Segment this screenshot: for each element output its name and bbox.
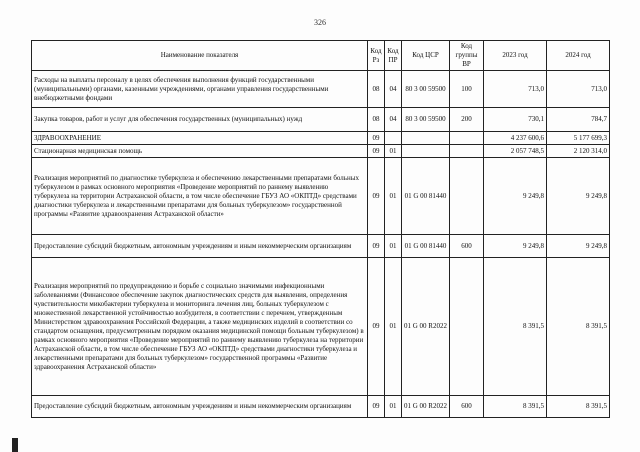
row-2024: 2 120 314,0 (547, 145, 610, 158)
row-rz: 09 (368, 235, 385, 258)
row-csr: 01 G 00 R2022 (402, 396, 450, 418)
row-vr (450, 158, 484, 235)
header-rz: Код Рз (368, 41, 385, 71)
row-pr: 04 (385, 108, 402, 132)
row-rz: 08 (368, 71, 385, 108)
row-pr: 01 (385, 396, 402, 418)
row-pr: 01 (385, 258, 402, 396)
row-pr: 01 (385, 235, 402, 258)
row-rz: 09 (368, 396, 385, 418)
row-rz: 09 (368, 258, 385, 396)
row-2023: 4 237 600,6 (484, 132, 547, 145)
row-2023: 730,1 (484, 108, 547, 132)
row-name: Реализация мероприятий по диагностике туберкулеза и обеспечению лекарственными препаратами больных туберкулезом в рамках основного мероприятия «Проведение мероприятий по раннему выявлению туберкулеза на территории Астраханской области, в том числе обеспечение ГБУЗ АО «ОКПТД» средствами диагностики туберкулеза и лекарственными препаратами для больных туберкулезом» государственной программы «Развитие здравоохранения Астраханской области» (32, 158, 368, 235)
row-rz: 08 (368, 108, 385, 132)
row-vr: 600 (450, 396, 484, 418)
row-csr: 01 G 00 81440 (402, 158, 450, 235)
row-vr (450, 145, 484, 158)
row-2023: 713,0 (484, 71, 547, 108)
table-row (32, 71, 610, 108)
row-csr (402, 132, 450, 145)
header-csr: Код ЦСР (402, 41, 450, 71)
row-name: ЗДРАВООХРАНЕНИЕ (32, 132, 368, 145)
row-csr: 80 3 00 59500 (402, 108, 450, 132)
row-2023: 8 391,5 (484, 258, 547, 396)
row-2024: 784,7 (547, 108, 610, 132)
row-2023: 8 391,5 (484, 396, 547, 418)
row-2023: 9 249,8 (484, 235, 547, 258)
header-vr: Код группы ВР (450, 41, 484, 71)
table-row (32, 258, 610, 396)
row-pr: 04 (385, 71, 402, 108)
row-name: Расходы на выплаты персоналу в целях обеспечения выполнения функций государственными (муниципальными) органами, казенными учреждениями, органами управления государственными внебюджетными фондами (32, 71, 368, 108)
page-number: 326 (314, 18, 326, 27)
row-2024: 5 177 699,3 (547, 132, 610, 145)
row-2024: 8 391,5 (547, 396, 610, 418)
row-name: Закупка товаров, работ и услуг для обеспечения государственных (муниципальных) нужд (32, 108, 368, 132)
row-vr: 100 (450, 71, 484, 108)
table-row (32, 235, 610, 258)
row-csr: 01 G 00 R2022 (402, 258, 450, 396)
row-2024: 713,0 (547, 71, 610, 108)
row-name: Стационарная медицинская помощь (32, 145, 368, 158)
row-name: Предоставление субсидий бюджетным, автономным учреждениям и иным некоммерческим организациям (32, 396, 368, 418)
table-row (32, 396, 610, 418)
row-2024: 8 391,5 (547, 258, 610, 396)
row-2023: 9 249,8 (484, 158, 547, 235)
row-vr (450, 258, 484, 396)
table-row (32, 145, 610, 158)
table-row (32, 132, 610, 145)
row-rz: 09 (368, 158, 385, 235)
budget-table (31, 40, 610, 418)
row-pr (385, 132, 402, 145)
row-pr: 01 (385, 145, 402, 158)
row-pr: 01 (385, 158, 402, 235)
row-vr (450, 132, 484, 145)
scan-edge-mark (12, 438, 18, 452)
row-name: Предоставление субсидий бюджетным, автономным учреждениям и иным некоммерческим организациям (32, 235, 368, 258)
row-csr: 80 3 00 59500 (402, 71, 450, 108)
row-2024: 9 249,8 (547, 235, 610, 258)
row-name: Реализация мероприятий по предупреждению и борьбе с социально значимыми инфекционными заболеваниями (Финансовое обеспечение закупок диагностических средств для выявления, определения чувствительности микобактерии туберкулеза и мониторинга лечения лиц, больных туберкулезом с множественной лекарственной устойчивостью возбудителя, в соответствии с перечнем, утвержденным Министерством здравоохранения Российской Федерации, а также медицинских изделий в соответствии со стандартом оснащения, предусмотренным порядком оказания медицинской помощи больным туберкулезом) в рамках основного мероприятия «Проведение мероприятий по раннему выявлению туберкулеза на территории Астраханской области, в том числе обеспечение ГБУЗ АО «ОКПТД» средствами диагностики туберкулеза и лекарственными препаратами для больных туберкулезом» государственной программы «Развитие здравоохранения Астраханской области» (32, 258, 368, 396)
header-row (32, 41, 610, 71)
row-rz: 09 (368, 145, 385, 158)
header-2023: 2023 год (484, 41, 547, 71)
table-row (32, 108, 610, 132)
table-row (32, 158, 610, 235)
row-vr: 600 (450, 235, 484, 258)
header-2024: 2024 год (547, 41, 610, 71)
row-vr: 200 (450, 108, 484, 132)
row-rz: 09 (368, 132, 385, 145)
row-csr: 01 G 00 81440 (402, 235, 450, 258)
row-2024: 9 249,8 (547, 158, 610, 235)
header-pr: Код ПР (385, 41, 402, 71)
row-2023: 2 057 748,5 (484, 145, 547, 158)
header-name: Наименование показателя (32, 41, 368, 71)
row-csr (402, 145, 450, 158)
